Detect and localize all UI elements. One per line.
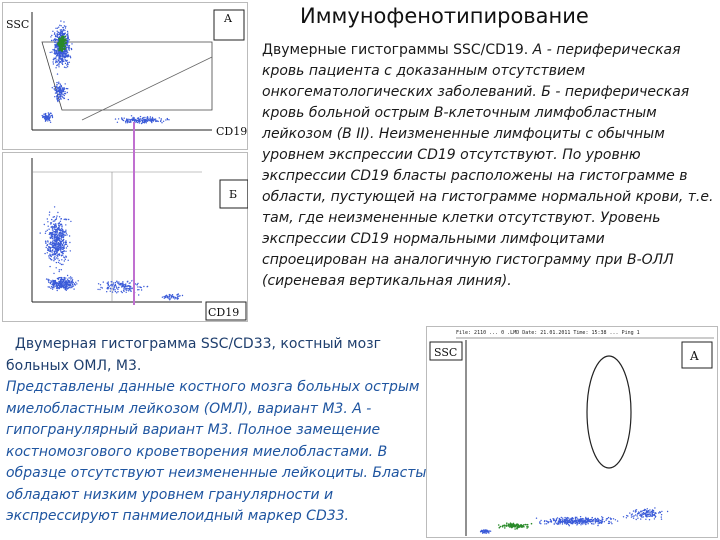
description-right [262, 40, 714, 292]
plot-b-x-label: CD19 [208, 306, 240, 319]
description-right-body: А - периферическая кровь пациента с доказанным отсутствием онкогематологических заболеваний. Б - периферическая кровь больной острым В-клеточным лимфобластным лейкозом (В II). Неизмененные лимфоциты с обычным уровнем экспрессии CD19 отсутствуют. По уровню экспрессии CD19 бласты расположены на гистограмме в области, пустующей на гистограмме нормальной крови, т.е. там, где неизмененные клетки отсутствуют. Уровень экспрессии CD19 нормальными лимфоцитами спроецирован на аналогичную гистограмму при В-ОЛЛ (сиреневая вертикальная линия). [262, 42, 714, 289]
cd19-projection-line [0, 0, 260, 330]
plot-a-x-label: CD19 [216, 125, 248, 138]
plot-c-header: File: 2110 ... 0 .LMD Date: 21.01.2011 Time: 15:38 ... Ping 1 [456, 330, 640, 336]
plot-c-y-label: SSC [434, 346, 458, 359]
description-left [6, 334, 431, 528]
histogram-c-svg [426, 326, 718, 538]
description-left-heading: Двумерная гистограмма SSC/CD33, костный мозг больных ОМЛ, М3. [6, 336, 386, 374]
plot-c-panel-label: A [690, 349, 699, 363]
plot-a-panel-label: A [224, 12, 232, 25]
histogram-c [426, 326, 718, 538]
description-left-body: Представлены данные костного мозга больных острым миелобластным лейкозом (ОМЛ), вариант М3. А - гипогранулярный вариант М3. Полное замещение костномозгового кроветворения миелобластами. В образце отсутствуют неизмененные лейкоциты. Бласты обладают низким уровнем гранулярности и экспрессируют панмиелоидный маркер CD33. [6, 379, 427, 524]
description-right-lead: Двумерные гистограммы SSC/CD19. [262, 42, 533, 58]
plot-b-panel-label: Б [229, 188, 238, 201]
slide-title: Иммунофенотипирование [300, 4, 589, 28]
plot-a-y-label: SSC [6, 18, 30, 31]
